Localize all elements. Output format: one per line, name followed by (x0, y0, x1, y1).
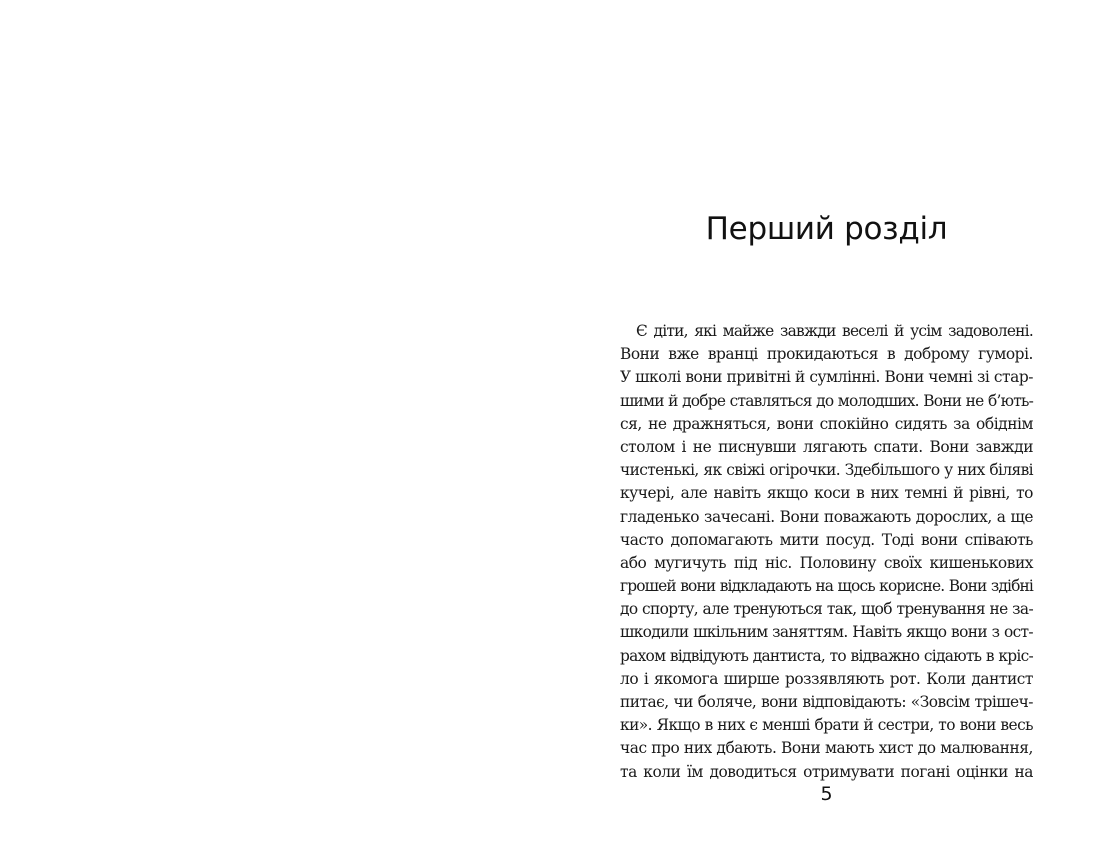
text-line: шими й добре ставляться до молодших. Вони не б’ють- (620, 391, 1033, 410)
left-page (0, 0, 552, 850)
text-line: шкодили шкільним заняттям. Навіть якщо вони з ост- (620, 623, 1033, 642)
text-line: У школі вони привітні й сумлінні. Вони чемні зі стар- (620, 368, 1033, 387)
page-number: 5 (820, 783, 833, 805)
text-line: або мугичуть під ніс. Половину своїх кишенькових (620, 553, 1033, 572)
text-line: Вони вже вранці прокидаються в доброму гуморі. (620, 345, 1033, 364)
text-line: ло і якомога ширше роззявляють рот. Коли дантист (620, 669, 1033, 688)
text-line: ки». Якщо в них є менші брати й сестри, то вони весь (620, 716, 1033, 735)
text-line: кучері, але навіть якщо коси в них темні й рівні, то (620, 484, 1033, 503)
text-line: грошей вони відкладають на щось корисне. Вони здібні (620, 577, 1033, 596)
text-line: до спорту, але тренуються так, щоб тренування не за- (620, 600, 1033, 619)
text-line: питає, чи боляче, вони відповідають: «Зовсім трішеч- (620, 693, 1033, 711)
text-line: часто допомагають мити посуд. Тоді вони співають (620, 530, 1033, 549)
text-line: Є діти, які майже завжди веселі й усім задоволені. (636, 322, 1033, 340)
text-line: ся, не дражняться, вони спокійно сидять за обіднім (620, 414, 1033, 433)
text-line: столом і не писнувши лягають спати. Вони завжди (620, 437, 1033, 456)
text-line: та коли їм доводиться отримувати погані оцінки на (620, 762, 1033, 781)
text-line: рахом відвідують дантиста, то відважно сідають в кріс- (620, 646, 1033, 665)
text-line: час про них дбають. Вони мають хист до малювання, (620, 739, 1033, 758)
chapter-body-text (620, 320, 1033, 784)
text-line: гладенько зачесані. Вони поважають дорослих, а ще (620, 507, 1033, 526)
text-line: чистенькі, як свіжі огірочки. Здебільшого у них біляві (620, 461, 1033, 480)
chapter-title: Перший розділ (705, 211, 948, 247)
